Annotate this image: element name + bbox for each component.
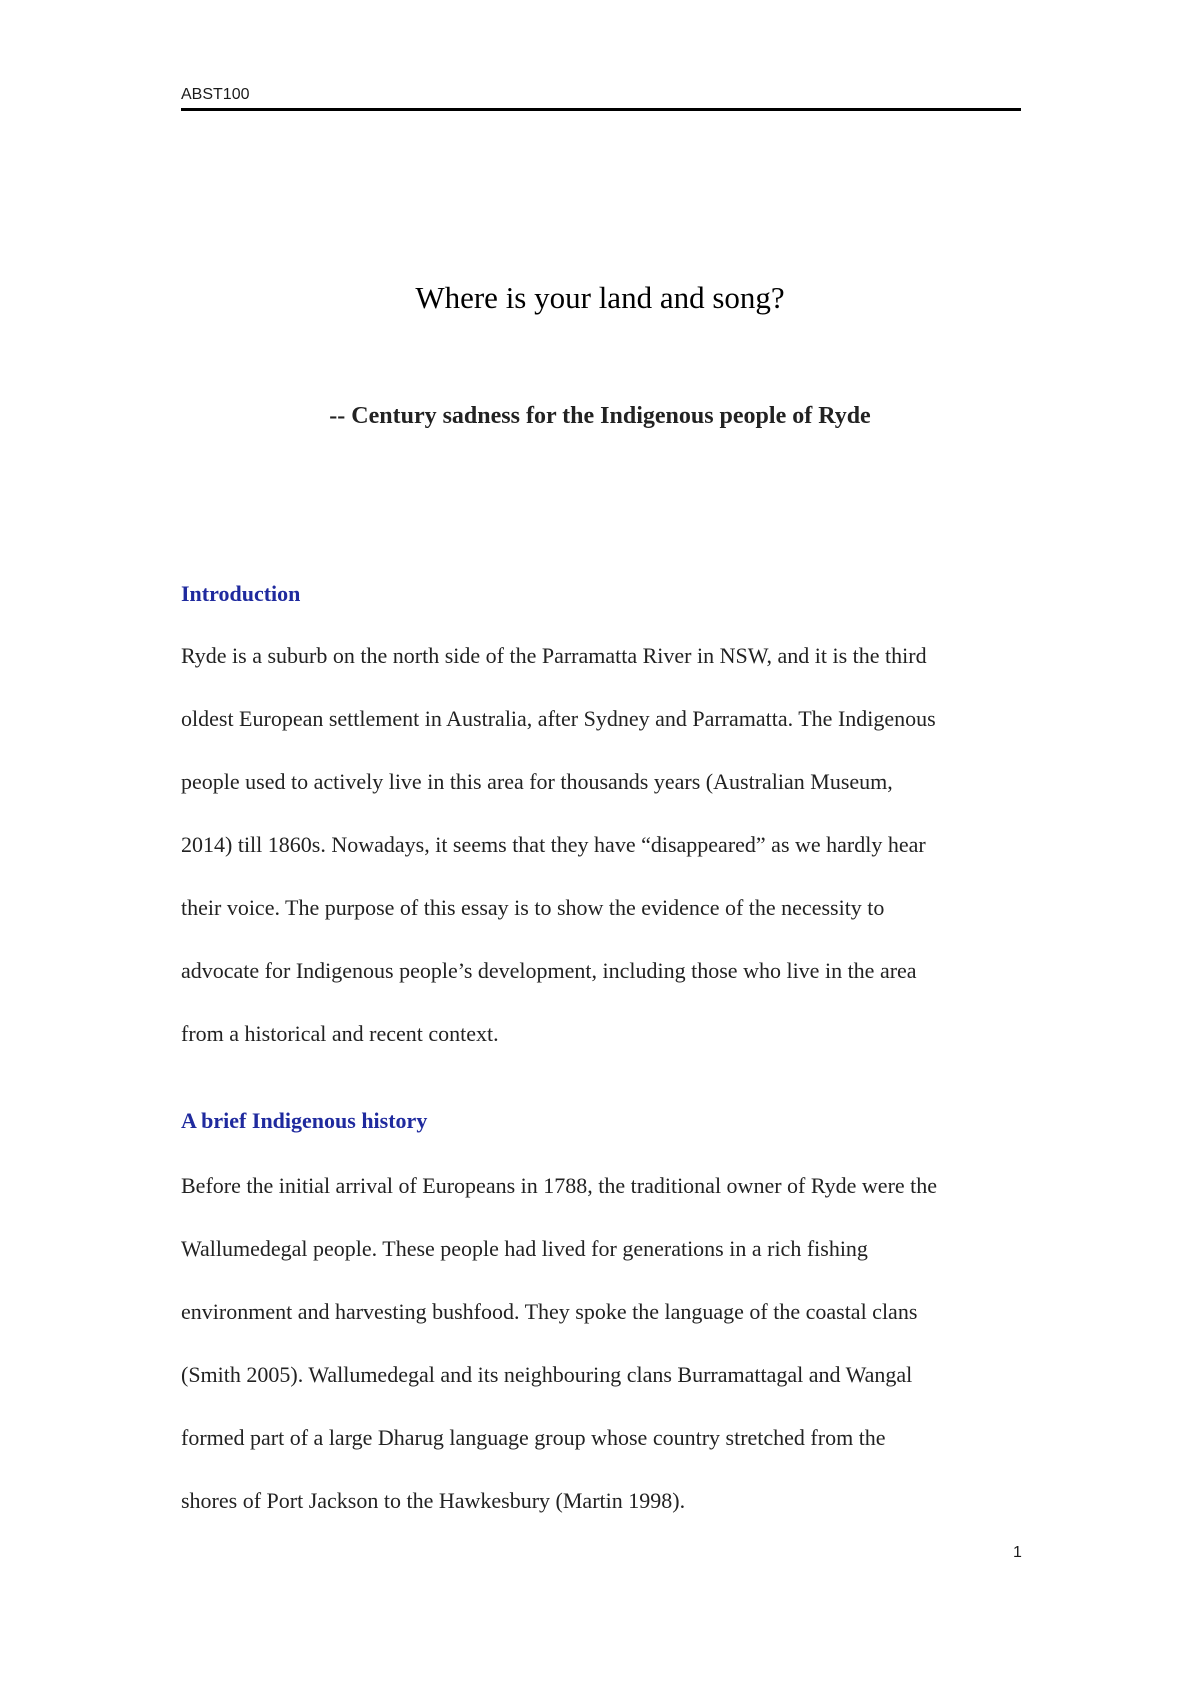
paragraph-introduction xyxy=(181,641,936,1082)
header-rule xyxy=(181,108,1021,111)
page-number: 1 xyxy=(1013,1544,1022,1561)
paragraph-line: from a historical and recent context. xyxy=(181,1021,499,1046)
paragraph-line: environment and harvesting bushfood. They spoke the language of the coastal clans xyxy=(181,1299,918,1324)
paragraph-line: advocate for Indigenous people’s development, including those who live in the area xyxy=(181,958,917,983)
paragraph-line: Before the initial arrival of Europeans in 1788, the traditional owner of Ryde were the xyxy=(181,1173,938,1198)
paragraph-line: Wallumedegal people. These people had lived for generations in a rich fishing xyxy=(181,1236,868,1261)
paragraph-line: formed part of a large Dharug language group whose country stretched from the xyxy=(181,1425,886,1450)
document-title: Where is your land and song? xyxy=(415,280,785,315)
header-course-code: ABST100 xyxy=(181,86,250,103)
section-heading-brief-history: A brief Indigenous history xyxy=(181,1108,428,1133)
section-heading-introduction: Introduction xyxy=(181,581,301,606)
paragraph-line: oldest European settlement in Australia, after Sydney and Parramatta. The Indigenous xyxy=(181,706,936,731)
document-subtitle: -- Century sadness for the Indigenous people of Ryde xyxy=(329,403,871,429)
paragraph-line: (Smith 2005). Wallumedegal and its neighbouring clans Burramattagal and Wangal xyxy=(181,1362,913,1387)
paragraph-line: people used to actively live in this area for thousands years (Australian Museum, xyxy=(181,769,893,794)
paragraph-line: 2014) till 1860s. Nowadays, it seems that they have “disappeared” as we hardly hear xyxy=(181,832,926,857)
paragraph-line: their voice. The purpose of this essay is to show the evidence of the necessity to xyxy=(181,895,885,920)
paragraph-brief-history xyxy=(181,1171,937,1549)
paragraph-line: Ryde is a suburb on the north side of the Parramatta River in NSW, and it is the third xyxy=(181,643,927,668)
paragraph-line: shores of Port Jackson to the Hawkesbury (Martin 1998). xyxy=(181,1488,686,1513)
